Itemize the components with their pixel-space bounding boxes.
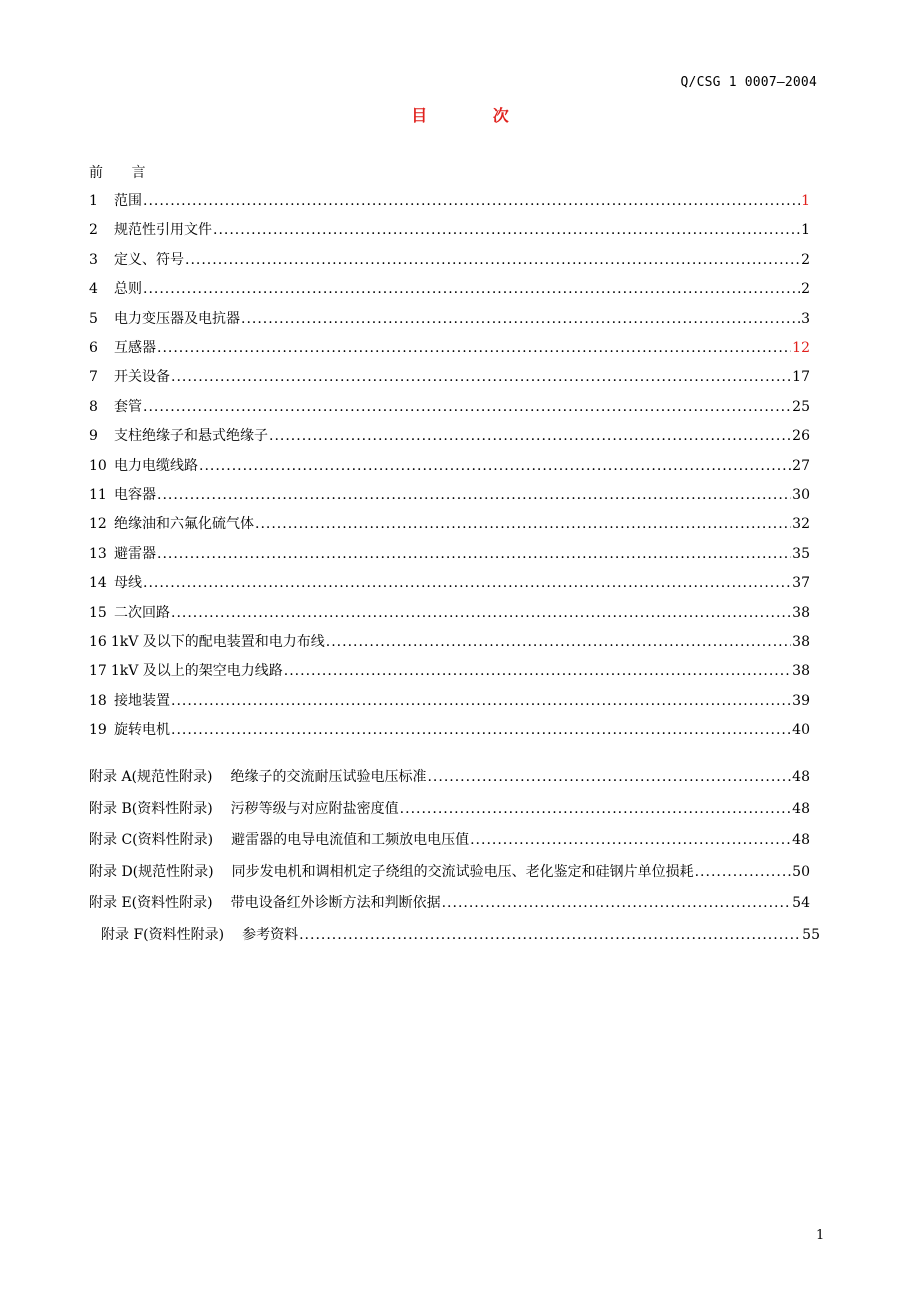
toc-entry-number: 11 xyxy=(89,487,107,503)
toc-entry-number: 8 xyxy=(89,398,98,415)
toc-entry-page: 12 xyxy=(792,340,810,356)
toc-entry-number: 附录 E(资料性附录) xyxy=(89,895,227,912)
toc-entry-page: 27 xyxy=(792,457,810,474)
toc-entry[interactable] xyxy=(89,573,810,593)
toc-entry[interactable] xyxy=(89,893,810,913)
toc-leader-dots xyxy=(157,544,791,564)
toc-entry-title: 避雷器 xyxy=(114,545,156,562)
toc-entry-number: 14 xyxy=(89,575,107,592)
toc-entry[interactable] xyxy=(89,720,810,740)
toc-entry-number: 附录 A(规范性附录) xyxy=(89,769,227,785)
toc-entry[interactable] xyxy=(89,220,810,240)
toc-entry-number: 5 xyxy=(89,310,98,327)
toc-entry-page: 25 xyxy=(792,398,810,415)
toc-entry-number: 19 xyxy=(89,722,107,739)
toc-entry-number: 6 xyxy=(89,340,98,356)
toc-leader-dots xyxy=(171,603,791,623)
toc-title: 目 次 xyxy=(411,106,539,125)
toc-entry-title: 定义、符号 xyxy=(114,251,184,268)
toc-leader-dots xyxy=(185,250,800,270)
toc-entry-title: 旋转电机 xyxy=(114,722,170,739)
toc-entry[interactable] xyxy=(89,367,810,387)
toc-entry-number: 附录 F(资料性附录) xyxy=(101,927,239,943)
toc-entry-number: 7 xyxy=(89,369,98,386)
toc-leader-dots xyxy=(470,830,791,850)
toc-entry-number: 15 xyxy=(89,604,107,621)
toc-entry[interactable] xyxy=(89,456,810,476)
toc-entry-title: 母线 xyxy=(114,575,142,592)
toc-entry[interactable] xyxy=(89,250,810,270)
toc-leader-dots xyxy=(143,573,791,593)
toc-entry[interactable] xyxy=(89,485,810,505)
toc-leader-dots xyxy=(241,309,800,329)
toc-leader-dots xyxy=(143,191,800,211)
toc-entry-number: 10 xyxy=(89,457,107,474)
toc-leader-dots xyxy=(171,691,791,711)
toc-entry-number: 4 xyxy=(89,281,98,298)
toc-entry-title: 范围 xyxy=(114,193,142,209)
toc-entry-title: 开关设备 xyxy=(114,369,170,386)
toc-entry[interactable] xyxy=(89,691,810,711)
toc-entry-number: 附录 C(资料性附录) xyxy=(89,832,228,849)
toc-entry-title: 接地装置 xyxy=(114,692,170,709)
toc-leader-dots xyxy=(442,893,792,913)
toc-entry[interactable] xyxy=(89,767,810,787)
toc-entry-title: 参考资料 xyxy=(242,927,299,943)
toc-entry-page: 39 xyxy=(792,692,810,709)
toc-entry-page: 40 xyxy=(792,722,810,739)
toc-entry-number: 13 xyxy=(89,545,107,562)
toc-entry-number: 17 xyxy=(89,663,107,680)
toc-entry-page: 55 xyxy=(802,927,820,943)
toc-entry-title: 电力电缆线路 xyxy=(114,457,198,474)
toc-entry-number: 18 xyxy=(89,692,107,709)
toc-entry-title: 电容器 xyxy=(114,487,156,503)
toc-entry-title: 互感器 xyxy=(114,340,156,356)
toc-entry-page: 50 xyxy=(792,863,810,880)
toc-entry-page: 38 xyxy=(792,634,810,650)
page-number: 1 xyxy=(816,1228,825,1243)
toc-entry[interactable] xyxy=(89,830,810,850)
toc-leader-dots xyxy=(400,799,792,819)
toc-entry-title: 绝缘油和六氟化硫气体 xyxy=(114,516,254,533)
toc-entry-title: 支柱绝缘子和悬式绝缘子 xyxy=(114,428,268,445)
toc-entry-number: 3 xyxy=(89,251,98,268)
toc-preface: 前 言 xyxy=(89,165,158,181)
toc-entry-page: 26 xyxy=(792,428,810,445)
toc-entry-title: 1kV 及以上的架空电力线路 xyxy=(110,663,283,680)
toc-entry[interactable] xyxy=(89,799,810,819)
toc-entry-page: 32 xyxy=(792,516,810,533)
toc-entry-title: 套管 xyxy=(114,398,142,415)
toc-entry[interactable] xyxy=(89,514,810,534)
toc-entry-page: 17 xyxy=(792,369,810,386)
toc-entry-page: 38 xyxy=(792,663,810,680)
toc-entry-page: 3 xyxy=(801,310,810,327)
toc-entry-title: 电力变压器及电抗器 xyxy=(114,310,240,327)
toc-entry-page: 54 xyxy=(792,895,810,912)
toc-entry[interactable] xyxy=(89,191,810,211)
toc-leader-dots xyxy=(326,632,791,652)
toc-entry[interactable] xyxy=(89,309,810,329)
toc-leader-dots xyxy=(157,338,791,358)
toc-leader-dots xyxy=(427,767,791,787)
toc-leader-dots xyxy=(171,720,791,740)
toc-entry-title: 规范性引用文件 xyxy=(114,222,212,239)
toc-entry-page: 35 xyxy=(792,545,810,562)
toc-entry[interactable] xyxy=(89,544,810,564)
toc-entry-title: 1kV 及以下的配电装置和电力布线 xyxy=(110,634,325,650)
toc-entry-number: 9 xyxy=(89,428,98,445)
toc-entry-number: 附录 B(资料性附录) xyxy=(89,800,227,817)
toc-leader-dots xyxy=(199,456,791,476)
toc-entry-page: 38 xyxy=(792,604,810,621)
toc-entry-title: 绝缘子的交流耐压试验电压标准 xyxy=(230,769,427,785)
toc-entry-title: 二次回路 xyxy=(114,604,170,621)
toc-entry-page: 1 xyxy=(801,193,810,209)
toc-entry-page: 30 xyxy=(792,487,810,503)
toc-leader-dots xyxy=(284,661,791,681)
toc-entry[interactable] xyxy=(89,632,810,652)
toc-entry[interactable] xyxy=(89,603,810,623)
toc-entry-page: 2 xyxy=(801,281,810,298)
toc-leader-dots xyxy=(157,485,791,505)
toc-entry-number: 16 xyxy=(89,634,107,650)
toc-entry[interactable] xyxy=(101,925,820,945)
toc-entry[interactable] xyxy=(89,279,810,299)
toc-entry-page: 48 xyxy=(792,769,810,785)
document-code: Q/CSG 1 0007—2004 xyxy=(680,75,817,90)
toc-entry-title: 带电设备红外诊断方法和判断依据 xyxy=(230,895,441,912)
toc-entry[interactable] xyxy=(89,397,810,417)
toc-entry-number: 附录 D(规范性附录) xyxy=(89,863,228,880)
toc-leader-dots xyxy=(143,397,791,417)
toc-entry-number: 12 xyxy=(89,516,107,533)
toc-leader-dots xyxy=(269,426,791,446)
toc-leader-dots xyxy=(213,220,800,240)
toc-entry-page: 1 xyxy=(801,222,810,239)
toc-leader-dots xyxy=(171,367,791,387)
toc-entry-title: 避雷器的电导电流值和工频放电电压值 xyxy=(231,832,470,849)
toc-entry-number: 1 xyxy=(89,193,98,209)
toc-leader-dots xyxy=(695,862,792,882)
toc-entry[interactable] xyxy=(89,426,810,446)
toc-entry-page: 37 xyxy=(792,575,810,592)
toc-entry[interactable] xyxy=(89,338,810,358)
toc-entry-title: 污秽等级与对应附盐密度值 xyxy=(230,800,399,817)
toc-entry[interactable] xyxy=(89,862,810,882)
toc-leader-dots xyxy=(299,925,801,945)
toc-entry-title: 同步发电机和调相机定子绕组的交流试验电压、老化鉴定和硅钢片单位损耗 xyxy=(231,863,694,880)
toc-leader-dots xyxy=(255,514,791,534)
toc-leader-dots xyxy=(143,279,800,299)
toc-entry-title: 总则 xyxy=(114,281,142,298)
toc-entry[interactable] xyxy=(89,661,810,681)
toc-entry-page: 2 xyxy=(801,251,810,268)
toc-entry-page: 48 xyxy=(792,832,810,849)
toc-entry-page: 48 xyxy=(792,800,810,817)
toc-entry-number: 2 xyxy=(89,222,98,239)
